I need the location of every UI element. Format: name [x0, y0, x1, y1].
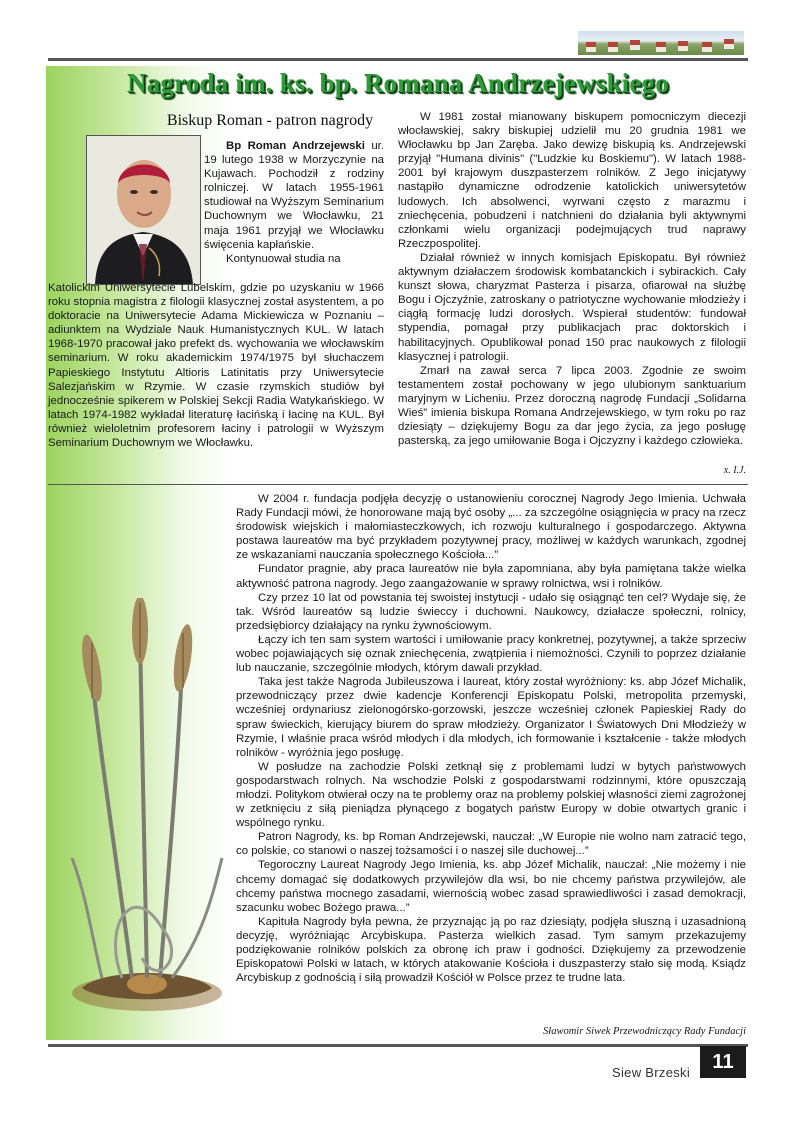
bio-paragraph-2b: Katolickim Uniwersytecie Lubelskim, gdzie po uzyskaniu w 1966 roku stopnia magistra z filologii klasycznej został asystentem, a po doktoracie na Uniwersytecie Adama Mickiewicza w Poznaniu – adiunktem na Wydziale Nauk Humanistycznych KUL. W latach 1968-1970 pracował jako prefekt ds. wychowania we włocławskim seminarium. W roku akademickim 1974/1975 był słuchaczem Papieskiego Instytutu Altioris Latinitatis przy Uniwersytecie Salezjańskim w Rzymie. W czasie rzymskich studiów był jednocześnie spikerem w Polskiej Sekcji Radia Watykańskiego. W latach 1974-1982 wykładał literaturę łacińską i łacinę na KUL. Był również wieloletnim profesorem łaciny i patrologii w Wyższym Seminarium Duchownym we Włocławku.	[48, 282, 384, 450]
bio-intro-text: ur. 19 lutego 1938 w Morzyczynie na Kujawach. Pochodził z rodziny rolniczej. W latach 1955-1961 studiował na Wyższym Seminarium Duchownym we Włocławku, 21 maja 1961 przyjął we Włocławku święcenia kapłańskie.	[204, 140, 384, 251]
bio-paragraph-4: Działał również w innych komisjach Episkopatu. Był również aktywnym działaczem środowisk kombatanckich i sybirackich. Cały kunszt słowa, charyzmat Pasterza i pisarza, ofiarował na służbę Bogu i Ojczyźnie, zatroskany o patriotyczne wychowanie młodzieży i ciągłą formację ludzi dorosłych. Wspierał studentów: fundował stypendia, pomagał przy publikacjach prac doktorskich i habilitacyjnych. Opublikował ponad 150 prac naukowych z filologii klasycznej i patrologii.	[398, 251, 746, 363]
bio-right-column	[398, 110, 746, 448]
bio-paragraph-5: Zmarł na zawał serca 7 lipca 2003. Zgodnie ze swoim testamentem został pochowany w jego ulubionym sanktuarium maryjnym w Licheniu. Przez doroczną nagrodę Fundacji „Solidarna Wieś” imienia biskupa Romana Andrzejewskiego, w tym roku po raz dziesiąty – dziękujemy Bogu za dar jego życia, za jego posługę pasterską, za jego umiłowanie Boga i Ojczyzny i każdego człowieka.	[398, 364, 746, 448]
bio-name: Bp Roman Andrzejewski	[226, 140, 365, 152]
award-paragraph-6: W posłudze na zachodzie Polski zetknął się z problemami ludzi w bytych państwowych gospodarstwach rolnych. Na wschodzie Polski z gospodarstwami rodzinnymi, które opuszczają młodzi. Politykom otwierał oczy na te problemy oraz na problemy polskiej własności ziemi zagrożonej w zetknięciu z siłą pieniądza płynącego z bogatych państw Europy w dobie otwartych granic i wspólnego rynku.	[236, 760, 746, 830]
page-number: 11	[700, 1046, 746, 1078]
bio-left-column	[48, 281, 384, 450]
bio-intro	[204, 139, 384, 266]
award-paragraph-3: Czy przez 10 lat od powstania tej swoistej instytucji - udało się osiągnąć ten cel? Wydaje się, że tak. Wśród laureatów są ludzie świeccy i duchowni. Naukowcy, działacze społeczni, rolnicy, przedsiębiorcy działający na rynku żywnościowym.	[236, 591, 746, 632]
award-paragraph-4: Łączy ich ten sam system wartości i umiłowanie pracy konkretnej, pozytywnej, a także sprzeciw wobec pojawiających się oznak zniechęcenia, zwątpienia i niemożności. Czynili to poprzez działanie lub nauczanie, szczególnie młodych, którym dawali przykład.	[236, 633, 746, 675]
award-paragraph-7: Patron Nagrody, ks. bp Roman Andrzejewski, nauczał: „W Europie nie wolno nam zatracić tego, co polskie, co stanowi o naszej tożsamości i o naszej sile duchowej...”	[236, 831, 746, 858]
award-paragraph-9: Kapituła Nagrody była pewna, że przyznając ją po raz dziesiąty, podjęła słuszną i uzasadnioną decyzję, wyróżniając Arcybiskupa. Pasterza wielkich zasad. Tym samym przekazujemy podziękowanie rolników polskich za obronę ich praw i godności. Dziękujemy za przewodzenie Episkopatowi Polski w latach, w których atakowanie Kościoła i duszpasterzy stało się modą. Ksiądz Arcybiskup z godnością i siłą prowadził Kościół w Polsce przez te trudne lata.	[236, 915, 746, 985]
award-paragraph-5: Taka jest także Nagroda Jubileuszowa i laureat, który został wyróżniony: ks. abp Józef Michalik, przewodniczący przez dwie kadencje Konferencji Episkopatu Polski, metropolita przemyski, wcześniej ordynariusz zielonogórsko-gorzowski, jeszcze wcześniej członek Papieskiej Rady do spraw świeckich, kierujący biurem do spraw młodzieży. Organizator I Światowych Dni Młodzieży w Rzymie, I właśnie praca wśród młodych i dla młodych, ich formowanie i kształcenie - także młodych rolników - wyróżnia jego posługę.	[236, 676, 746, 759]
section-divider	[48, 484, 748, 485]
award-text	[236, 492, 746, 985]
bio-author: x. I.J.	[723, 465, 746, 476]
bishop-portrait	[86, 135, 201, 285]
magazine-name: Siew Brzeski	[612, 1065, 691, 1080]
award-paragraph-8: Tegoroczny Laureat Nagrody Jego Imienia, ks. abp Józef Michalik, nauczał: „Nie możemy i nie chcemy domagać się dodatkowych przywilejów dla wsi, bo nie chcemy państwa przywilejów, ale chcemy państwa mocnego zasadami, wiernością wobec zasad sprawiedliwości i zasad demokracji, szacunku wobec Bożego prawa...”	[236, 859, 746, 914]
bio-paragraph-2a: Kontynuował studia na	[226, 252, 341, 265]
article-subtitle: Biskup Roman - patron nagrody	[166, 112, 374, 129]
award-author: Sławomir Siwek Przewodniczący Rady Fundacji	[543, 1026, 746, 1037]
top-rule	[48, 58, 748, 61]
award-paragraph-1: W 2004 r. fundacja podjęła decyzję o ustanowieniu corocznej Nagrody Jego Imienia. Uchwała Rady Fundacji mówi, że honorowane mają być osoby „... za szczególne osiągnięcia w pracy na rzecz środowisk wiejskich i małomiasteczkowych, ich rozwoju kulturalnego i gospodarczego. Aktywna postawa laureatów ma być przykładem pozytywnej pracy, możliwej w każdych warunkach, zgodnej ze wskazaniami nauczania społecznego Kościoła...”	[236, 493, 746, 562]
article-title: Nagroda im. ks. bp. Romana Andrzejewskiego	[127, 68, 669, 98]
village-photo	[578, 31, 744, 55]
bottom-rule	[48, 1044, 748, 1047]
award-statuette-image	[62, 598, 232, 1018]
bio-paragraph-3: W 1981 został mianowany biskupem pomocniczym diecezji włocławskiej, sakry biskupiej udzielił mu 20 grudnia 1981 we Włocławku bp Jan Zaręba. Jako dewizę biskupią ks. Andrzejewski przyjął "Humana divinis" ("Ludzkie ku Boskiemu"). W latach 1988-2001 był krajowym duszpasterzem rolników. Z Jego inicjatywy nastąpiło dynamiczne odrodzenie katolickich uniwersytetów ludowych. Ich absolwenci, wyrwani często z marazmu i zniechęcenia, pobudzeni i natchnieni do działania byli aktywnymi członkami wielu organizacji podejmujących trud naprawy Rzeczpospolitej.	[398, 111, 746, 250]
award-paragraph-2: Fundator pragnie, aby praca laureatów nie była zapomniana, aby była pamiętana także wielka aktywność patrona nagrody. Jego zaangażowanie w sprawy rolnictwa, wsi i rolników.	[236, 563, 746, 590]
